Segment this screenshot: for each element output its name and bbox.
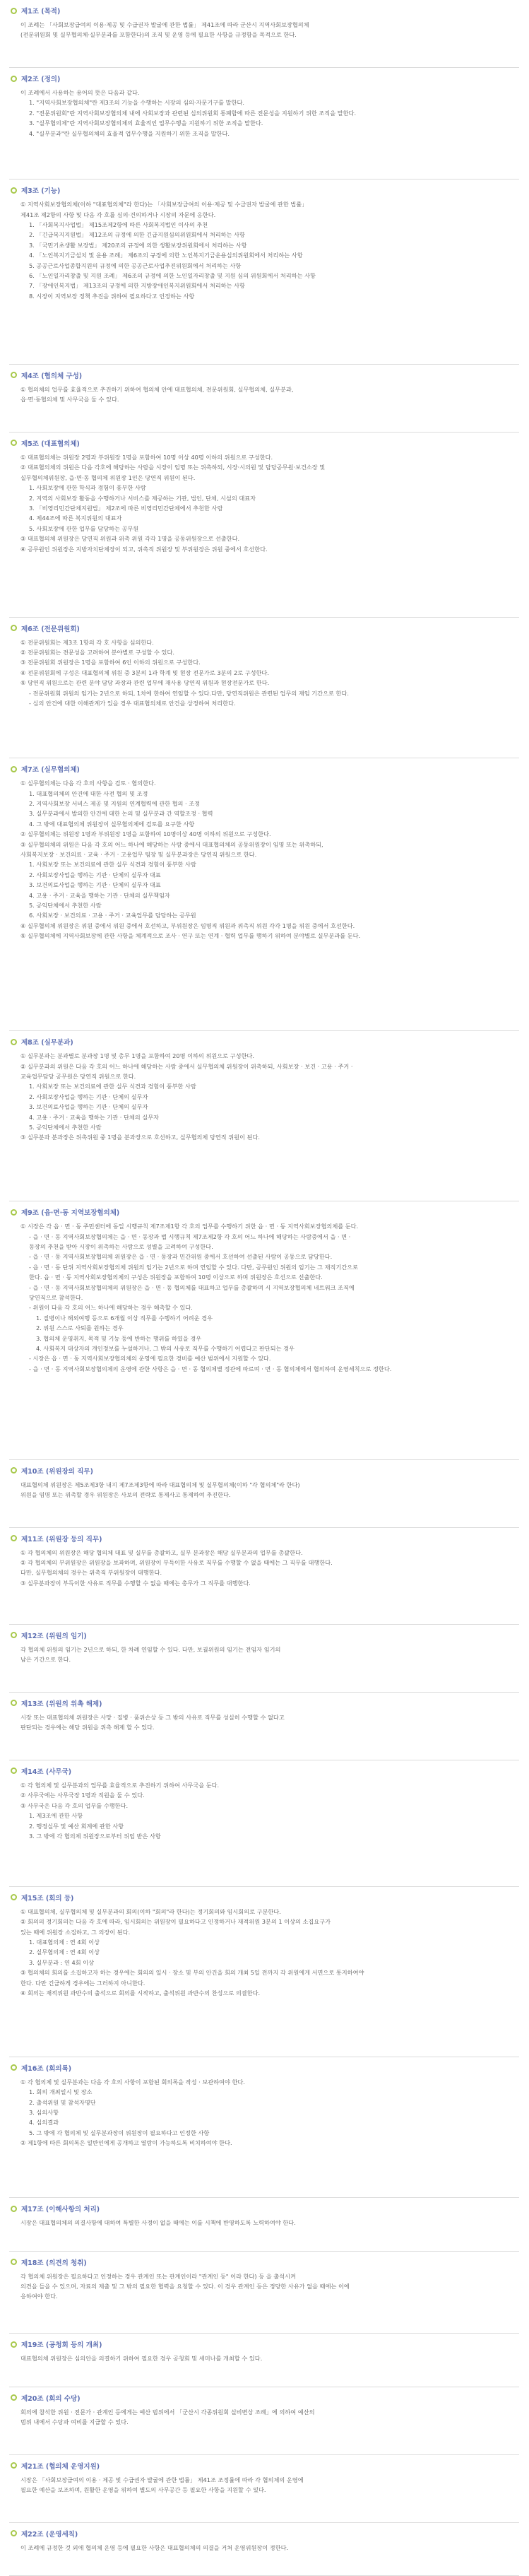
circle-bullet-icon — [11, 2064, 17, 2071]
article-heading — [11, 623, 518, 633]
article-line: 3. 실무분과 : 연 4회 이상 — [29, 1958, 95, 1966]
article-heading — [11, 1893, 518, 1902]
article-section — [9, 1887, 519, 2057]
article-body — [11, 2077, 518, 2148]
article-title: 제5조 (대표협의체) — [21, 440, 80, 448]
circle-bullet-icon — [11, 2462, 17, 2469]
article-line: 이 조례는 「사회보장급여의 이용·제공 및 수급권자 발굴에 관한 법률」 제41조에 따라 군산시 지역사회보장협의체 — [20, 21, 309, 28]
article-line: ① 실무협의체는 다음 각 호의 사항을 검토 · 협의한다. — [20, 780, 156, 787]
article-title: 제17조 (이해사항의 처리) — [21, 2206, 100, 2214]
article-section — [9, 1031, 519, 1201]
article-section — [9, 2057, 519, 2199]
article-line: ④ 회의는 재적위원 과반수의 출석으로 회의를 시작하고, 출석위원 과반수의 찬성으로 의결한다. — [20, 1989, 261, 1997]
article-title: 제15조 (회의 등) — [21, 1894, 74, 1902]
article-body — [11, 1221, 518, 1374]
article-line: 3. "실무협의체"란 지역사회보장협의체의 효율적인 업무수행을 지원하기 위한 조직을 말한다. — [29, 119, 263, 127]
article-section — [9, 0, 519, 68]
circle-bullet-icon — [11, 2259, 17, 2265]
article-section — [9, 433, 519, 618]
article-line: ④ 공무원인 위원장은 지방자치단체장이 되고, 위촉직 위원장 및 부위원장은 위원 중에서 호선한다. — [20, 545, 268, 553]
article-line: 4. 심의결과 — [29, 2119, 59, 2127]
article-line: ③ 사무국은 다음 각 호의 업무를 수행한다. — [20, 1801, 129, 1809]
article-body — [11, 2407, 518, 2428]
article-line: 읍·면·동협의체 및 사무국을 둘 수 있다. — [20, 396, 119, 404]
article-title: 제3조 (기능) — [21, 187, 61, 196]
article-body — [11, 1051, 518, 1143]
article-line: ③ 대표협의체 위원장은 당연직 위원과 위촉 위원 각각 1명을 공동위원장으로 선출한다. — [20, 535, 240, 543]
article-body — [11, 2353, 518, 2363]
article-heading — [11, 73, 518, 83]
article-line: ③ 전문위원회 위원장은 1명을 포함하여 6인 이하의 위원으로 구성한다. — [20, 659, 201, 666]
article-body — [11, 452, 518, 554]
article-line: - 시장은 읍 · 면 · 동 지역사회보장협의체의 운영에 필요한 경비를 예산 범위에서 지원할 수 있다. — [29, 1355, 271, 1363]
article-line: 3. 보건의료사업을 행하는 기관 · 단체의 실무자 대표 — [29, 881, 161, 889]
circle-bullet-icon — [11, 372, 17, 378]
article-heading — [11, 1698, 518, 1708]
article-line: 3. 「비영리민간단체지원법」 제2조에 따른 비영리민간단체에서 추천한 사람 — [29, 504, 223, 512]
article-line: 시장 또는 대표협의체 위원장은 사망 · 질병 · 품위손상 등 그 밖의 사유로 직무를 성실히 수행할 수 없다고 — [20, 1713, 285, 1721]
article-line: 4. "실무분과"란 실무협의체의 효율적 업무수행을 지원하기 위한 조직을 말한다. — [29, 129, 230, 137]
article-section — [9, 2455, 519, 2523]
article-line: ① 각 협의체 및 실무분과의 업무를 효율적으로 추진하기 위하여 사무국을 둔다. — [20, 1781, 220, 1789]
article-body — [11, 2543, 518, 2553]
article-line: ① 지역사회보장협의체(이하 "대표협의체"라 한다)는 「사회보장급여의 이용·제공 및 수급권자 발굴에 관한 법률」 — [20, 201, 308, 208]
circle-bullet-icon — [11, 76, 17, 82]
article-line: ① 실무분과는 분과별로 분과장 1명 및 총무 1명을 포함하여 20명 이하의 위원으로 구성한다. — [20, 1052, 254, 1060]
article-title: 제20조 (회의 수당) — [21, 2394, 81, 2403]
article-line: 각 협의체 위원의 임기는 2년으로 하되, 한 차례 연임할 수 있다. 다만, 보궐위원의 임기는 전임자 임기의 — [20, 1645, 281, 1653]
article-section — [9, 1460, 519, 1528]
circle-bullet-icon — [11, 1209, 17, 1216]
article-section — [9, 758, 519, 1031]
article-title: 제4조 (협의체 구성) — [21, 372, 83, 380]
article-heading — [11, 185, 518, 195]
article-line: 4. 고용 · 주거 · 교육을 행하는 기관 · 단체의 실무책임자 — [29, 891, 170, 899]
article-heading — [11, 1207, 518, 1217]
article-line: 5. 공익단체에서 추천한 사람 — [29, 902, 102, 910]
article-title: 제22조 (운영세칙) — [21, 2530, 78, 2539]
article-line: ④ 실무협의체 위원장은 위원 중에서 위원 중에서 호선하고, 부위원장은 임명직 위원과 위촉직 위원 각각 1명을 위원 중에서 호선한다. — [20, 922, 355, 929]
article-title: 제12조 (위원의 임기) — [21, 1632, 87, 1640]
article-line: 대표협의체 위원장은 심의안을 의결하기 위하여 필요한 경우 공청회 및 세미나를 개최할 수 있다. — [20, 2355, 263, 2363]
articles-list — [9, 0, 519, 2576]
article-line: (전문위원회 및 실무협의체·실무분과를 포함한다)의 조직 및 운영 등에 필요한 사항을 규정함을 목적으로 한다. — [20, 31, 297, 39]
article-line: ① 각 협의체 및 실무분과는 다음 각 호의 사항이 포함된 회의록을 작성 · 보관하여야 한다. — [20, 2078, 245, 2086]
circle-bullet-icon — [11, 2530, 17, 2536]
article-heading — [11, 370, 518, 380]
article-heading — [11, 1534, 518, 1543]
article-section — [9, 365, 519, 433]
article-line: ③ 실무협의체의 위원은 다음 각 호의 어느 하나에 해당하는 사람 중에서 대표협의체의 공동위원장이 임명 또는 위촉하되, — [20, 840, 323, 848]
article-line: 6. 사회보장 · 보건의료 · 고용 · 주거 · 교육업무를 담당하는 공무원 — [29, 912, 196, 919]
article-body — [11, 2475, 518, 2495]
article-body — [11, 2218, 518, 2228]
circle-bullet-icon — [11, 1894, 17, 1900]
article-line: 5. 공공근로사업종합지원의 규정에 의한 공공근로사업추진위원회에서 처리하는 사항 — [29, 261, 242, 269]
article-line: 3. 보건의료사업을 행하는 기관 · 단체의 실무자 — [29, 1103, 148, 1111]
circle-bullet-icon — [11, 1467, 17, 1474]
article-line: 실무협의체위원장, 읍·면·동 협의체 위원장 1인은 당연직 위원이 된다. — [20, 474, 196, 481]
circle-bullet-icon — [11, 2206, 17, 2212]
article-line: ③ 실무분과장이 부득이한 사유로 직무를 수행할 수 없을 때에는 총무가 그 직무를 대행한다. — [20, 1579, 251, 1587]
circle-bullet-icon — [11, 766, 17, 772]
article-line: 4. 그 밖에 대표협의체 위원장이 실무협의체에 검토를 요구한 사항 — [29, 820, 195, 828]
article-section — [9, 180, 519, 365]
article-heading — [11, 2393, 518, 2403]
article-body — [11, 1712, 518, 1733]
article-heading — [11, 2529, 518, 2539]
article-line: 한다. 다만 긴급하게 경우에는 그러하지 아니한다. — [20, 1979, 145, 1987]
article-line: ① 시장은 각 읍 · 면 · 동 주민센터에 동일 시행규칙 제7조제1항 각 호의 업무를 수행하기 위한 읍 · 면 · 동 지역사회보장협의체를 둔다. — [20, 1223, 359, 1230]
article-line: 범위 내에서 수당과 여비를 지급할 수 있다. — [20, 2418, 129, 2426]
article-line: - 읍 · 면 · 동 지역사회보장협의체의 운영에 관한 사항은 읍 · 면 · 동 협의체별 정관에 따르며 · 면 · 동 협의체에서 협의하여 운영세칙으로 정한다. — [29, 1365, 392, 1372]
article-line: 교육업무담당 공무원은 당연직 위원으로 한다. — [20, 1073, 136, 1080]
article-line: 3. 협의체 운영취지, 목적 및 기능 등에 반하는 행위를 하였을 경우 — [36, 1334, 202, 1342]
article-line: 2. "전문위원회"란 지역사회보장협의체 내에 사회보장과 관련된 심의위원회 통폐합에 따른 전문성을 지원하기 위한 조직을 말한다. — [29, 109, 357, 117]
article-line: 1. 대표협의체의 안건에 대한 사전 협의 및 조정 — [29, 789, 148, 797]
article-heading — [11, 764, 518, 774]
article-line: 2. 사회보장사업을 행하는 기관 · 단체의 실무자 대표 — [29, 871, 161, 878]
article-heading — [11, 6, 518, 16]
article-heading — [11, 1466, 518, 1476]
circle-bullet-icon — [11, 1768, 17, 1774]
article-line: 1. 사회보장 또는 보건의료에 관한 실무 식견과 경험이 풍부한 사람 — [29, 1083, 196, 1090]
article-line: 제41조 제2항의 사항 및 다음 각 호를 심의·건의하거나 시장의 자문에 응한다. — [20, 211, 216, 218]
article-section — [9, 2523, 519, 2576]
article-section — [9, 68, 519, 180]
article-line: 7. 「장애인복지법」 제13조의 규정에 의한 지방장애인복지위원회에서 처리하는 사항 — [29, 282, 245, 290]
article-line: 남은 기간으로 한다. — [20, 1656, 71, 1664]
article-body — [11, 88, 518, 139]
article-line: 의견을 들을 수 있으며, 자료의 제출 및 그 밖의 필요한 협력을 요청할 수 있다. 이 경우 관계인 등은 정당한 사유가 없을 때에는 이에 — [20, 2283, 350, 2290]
article-line: 응하여야 한다. — [20, 2293, 58, 2300]
article-body — [11, 637, 518, 709]
article-line: 5. 공익단체에서 추천한 사람 — [29, 1124, 102, 1131]
circle-bullet-icon — [11, 1535, 17, 1541]
article-title: 제6조 (전문위원회) — [21, 625, 80, 633]
article-line: - 읍 · 면 · 동 단위 지역사회보장협의체 위원의 임기는 2년으로 하며 연임할 수 있다. 다만, 공무원인 위원의 임기는 그 재직기간으로 — [29, 1263, 359, 1271]
article-body — [11, 778, 518, 941]
article-line: ① 각 협의체의 위원장은 해당 협의체 대표 및 실무를 총괄하고, 실무 분과장은 해당 실무분과의 업무를 총괄한다. — [20, 1548, 303, 1556]
article-body — [11, 1645, 518, 1665]
article-line: 판단되는 경우에는 해당 위원을 위촉 해제 할 수 있다. — [20, 1724, 155, 1731]
article-line: - 심의 안건에 대한 이해관계가 있을 경우 대표협의체로 안건을 상정하여 처리한다. — [29, 700, 236, 707]
article-body — [11, 199, 518, 301]
article-line: ② 회의의 정기회의는 다음 각 호에 따라, 임시회의는 위원장이 필요하다고 인정하거나 재적위원 3분의 1 이상의 소집요구가 — [20, 1918, 331, 1926]
article-heading — [11, 1630, 518, 1640]
article-title: 제2조 (정의) — [21, 76, 61, 83]
article-line: ② 전문위원회는 전문성을 고려하여 분야별로 구성할 수 있다. — [20, 649, 174, 656]
article-line: 3. 심의사항 — [29, 2109, 59, 2117]
article-line: 3. 그 밖에 각 협의체 위원장으로부터 위임 받은 사항 — [29, 1832, 161, 1840]
article-line: 회의에 참석한 위원 · 전문가 · 관계인 등에게는 예산 범위에서 「군산시 각종위원회 실비변상 조례」에 의하여 예산의 — [20, 2408, 315, 2416]
article-line: 3. 「국민기초생활 보장법」 제20조의 규정에 의한 생활보장위원회에서 처리하는 사항 — [29, 241, 247, 249]
article-line: ② 실무분과의 위원은 다음 각 호의 어느 하나에 해당하는 사람 중에서 실무협의체 위원장이 위촉하되, 사회보장 · 보건 · 고용 · 주거 · — [20, 1062, 353, 1070]
article-heading — [11, 438, 518, 448]
article-line: 5. 그 밖에 각 협의체 및 실무분과장이 위원장이 필요하다고 인정한 사항 — [29, 2129, 210, 2136]
article-line: 1. 대표협의체 : 연 4회 이상 — [29, 1939, 100, 1946]
article-line: 4. 「노인복지기금설치 및 운용 조례」 제6조의 규정에 의한 노인복지기금운용심의위원회에서 처리하는 사항 — [29, 252, 303, 259]
article-title: 제21조 (협의체 운영지원) — [21, 2462, 100, 2471]
article-line: 시장은 대표협의체의 의결사항에 대하여 특별한 사정이 없을 때에는 이를 시책에 반영하도록 노력하여야 한다. — [20, 2219, 296, 2227]
article-heading — [11, 2204, 518, 2213]
article-line: 한다. 읍 · 면 · 동 지역사회보장협의체의 구성은 위원장을 포함하여 10명 이상으로 하며 위원장은 호선으로 선출한다. — [29, 1274, 323, 1281]
article-line: ⑤ 당연직 위원으로는 관련 분야 담당 과장과 관련 업무에 재사용 당연직 위원과 현장전문가로 한다. — [20, 679, 270, 687]
article-line: 2. 출석위원 및 참석자명단 — [29, 2098, 96, 2106]
article-line: ② 각 협의체의 부위원장은 위원장을 보좌하며, 위원장이 부득이한 사유로 직무를 수행할 수 없을 때에는 그 직무를 대행한다. — [20, 1558, 333, 1566]
article-line: 동장의 추천을 받아 시장이 위촉하는 사람으로 성별을 고려하여 구성한다. — [29, 1243, 213, 1251]
article-line: 4. 제44조에 따른 복지위원의 대표자 — [29, 514, 122, 522]
article-title: 제10조 (위원장의 직무) — [21, 1467, 93, 1476]
article-line: 1. "지역사회보장협의체"란 제3조의 기능을 수행하는 시장의 심의·자문기구를 말한다. — [29, 99, 244, 107]
article-section — [9, 1528, 519, 1625]
circle-bullet-icon — [11, 1039, 17, 1045]
article-line: 1. 사회보장에 관한 학식과 경험이 풍부한 사람 — [29, 484, 146, 492]
article-title: 제13조 (위원의 위촉 해제) — [21, 1700, 102, 1708]
article-line: 당연직으로 참석한다. — [29, 1294, 83, 1302]
article-line: 1. 사회보장 또는 보건의료에 관한 실무 식견과 경험이 풍부한 사람 — [29, 861, 196, 869]
article-line: 2. 위원 스스로 사퇴를 원하는 경우 — [36, 1324, 124, 1332]
circle-bullet-icon — [11, 1700, 17, 1706]
article-section — [9, 618, 519, 759]
article-line: - 전문위원회 위원의 임기는 2년으로 하되, 1차에 한하여 연임할 수 있다.다만, 당연직위원은 관련된 업무의 재임 기간으로 한다. — [29, 689, 349, 697]
circle-bullet-icon — [11, 625, 17, 631]
article-line: 사회복지보장 · 보건의료 · 교육 · 주거 · 고용업무 팀장 및 실무분과장은 당연직 위원으로 한다. — [20, 851, 257, 859]
article-line: 5. 사회보장에 관한 업무를 담당하는 공무원 — [29, 524, 139, 532]
article-line: - 읍 · 면 · 동 지역사회보장협의체 위원장은 읍 · 면 · 동장과 민간위원 중에서 호선하여 선출된 사람이 공동으로 담당한다. — [29, 1253, 333, 1261]
article-line: 2. 실무협의체 : 연 4회 이상 — [29, 1948, 100, 1956]
article-title: 제14조 (사무국) — [21, 1768, 72, 1776]
article-body — [11, 1480, 518, 1500]
article-line: ② 대표협의체의 위원은 다음 각호에 해당하는 사람을 시장이 임명 또는 위촉하되, 시장·시의원 및 담당공무원·보건소장 및 — [20, 464, 326, 471]
article-line: 다만, 실무협의체의 경우는 위촉직 부위원장이 대행한다. — [20, 1569, 162, 1577]
article-line: 3. 실무분과에서 발의한 안건에 대한 논의 및 실무분과 간 역할조정 · 협력 — [29, 810, 213, 818]
article-line: 6. 「노인일자리창출 및 지원 조례」 제6조의 규정에 의한 노인일자리창출 및 지원 심의 위원회에서 처리하는 사항 — [29, 272, 316, 279]
article-line: ⑤ 실무협의체에 지역사회보장에 관한 사항을 체계적으로 조사 · 연구 또는 연계 · 협력 업무를 행하기 위하여 분야별로 실무분과를 둔다. — [20, 932, 361, 940]
article-heading — [11, 2063, 518, 2073]
article-line: 4. 사회복지 대상자의 개인정보를 누설하거나, 그 밖의 사유로 직무를 수행하기 어렵다고 판단되는 경우 — [36, 1345, 295, 1353]
article-line: - 읍 · 면 · 동 지역사회보장협의체의 위원장은 읍 · 면 · 동 협의체를 대표하고 업무를 총괄하며 시 지역보장협의체 네트워크 조직에 — [29, 1283, 355, 1291]
article-section — [9, 1760, 519, 1887]
article-line: ④ 전문위원회에 구성은 대표협의체 위원 중 3분의 1과 학계 및 현장 전문가로 3분의 2로 구성한다. — [20, 669, 269, 676]
article-section — [9, 1625, 519, 1693]
article-line: 시장은 「사회보장급여의 이용 · 제공 및 수급권자 발굴에 관한 법률」 제41조 조정률에 따라 각 협의체의 운영에 — [20, 2476, 304, 2483]
article-body — [11, 384, 518, 405]
circle-bullet-icon — [11, 1632, 17, 1638]
article-title: 제9조 (읍·면·동 지역보장협의체) — [21, 1209, 120, 1218]
article-line: 2. 지역사회보장 서비스 제공 및 지원의 연계협력에 관한 협의 · 조정 — [29, 799, 201, 807]
article-line: 1. 「사회복지사업법」 제15조제2항에 따른 사회복지법인 이사의 추천 — [29, 220, 208, 228]
article-line: 이 조례에 규정한 것 외에 협의체 운영 등에 필요한 사항은 대표협의체의 의결을 거쳐 운영위원장이 정한다. — [20, 2543, 289, 2551]
article-line: 각 협의체 위원장은 필요하다고 인정하는 경우 관계인 또는 관계인이라 "관계인 등" 이라 한다) 등 을 출석시켜 — [20, 2272, 296, 2280]
article-line: 2. 「긴급복지지원법」 제12조의 규정에 의한 긴급지원심의위원회에서 처리하는 사항 — [29, 231, 245, 239]
article-title: 제11조 (위원장 등의 직무) — [21, 1535, 102, 1543]
circle-bullet-icon — [11, 187, 17, 194]
article-line: 1. 제3조에 관한 사항 — [29, 1812, 83, 1820]
article-section — [9, 2198, 519, 2251]
circle-bullet-icon — [11, 8, 17, 14]
article-line: ② 제1항에 따른 회의록은 일반인에게 공개하고 열람이 가능하도록 비치하여야 한다. — [20, 2139, 232, 2147]
article-line: 필요한 예산을 보조하며, 원활한 운영을 위하여 별도의 사무공간 등 필요한 사항을 지원할 수 있다. — [20, 2486, 266, 2494]
article-title: 제19조 (공청회 등의 개최) — [21, 2341, 102, 2350]
article-line: - 위원이 다음 각 호의 어느 하나에 해당하는 경우 해촉할 수 있다. — [29, 1304, 193, 1312]
article-section — [9, 1201, 519, 1459]
article-line: 이 조례에서 사용하는 용어의 뜻은 다음과 같다. — [20, 89, 140, 96]
article-line: ① 협의체의 업무를 효율적으로 추진하기 위하여 협의체 안에 대표협의체, 전문위원회, 실무협의체, 실무분과, — [20, 385, 294, 393]
article-title: 제1조 (목적) — [21, 8, 61, 16]
circle-bullet-icon — [11, 2341, 17, 2348]
article-line: 위원을 임명 또는 위촉할 경우 위원장은 사보의 전략로 통제사고 통제하여 추진한다. — [20, 1490, 231, 1498]
article-line: 8. 시장이 지역보장 정책 추진을 위하여 필요하다고 인정하는 사항 — [29, 292, 195, 300]
article-line: 4. 고용 · 주거 · 교육을 행하는 기관 · 단체의 실무자 — [29, 1113, 160, 1121]
article-section — [9, 2334, 519, 2387]
article-line: 1. 회의 개최일시 및 장소 — [29, 2088, 93, 2096]
article-line: ① 전문위원회는 제3조 1항의 각 호 사항을 심의한다. — [20, 638, 154, 646]
article-body — [11, 1548, 518, 1589]
article-line: 2. 사회보장사업을 행하는 기관 · 단체의 실무자 — [29, 1093, 148, 1100]
article-title: 제16조 (회의록) — [21, 2064, 72, 2073]
article-title: 제18조 (의견의 청취) — [21, 2259, 87, 2267]
article-body — [11, 1907, 518, 1999]
article-line: ③ 협의체의 회의를 소집하고자 하는 경우에는 회의의 일시 · 장소 및 부의 안건을 회의 개최 5일 전까지 각 위원에게 서면으로 통지하여야 — [20, 1969, 364, 1977]
article-section — [9, 1693, 519, 1760]
article-title: 제7조 (실무협의체) — [21, 766, 80, 775]
article-heading — [11, 2461, 518, 2471]
article-line: ② 실무협의체는 위원장 1명과 부위원장 1명을 포함하여 10명이상 40명 이하의 위원으로 구성한다. — [20, 830, 271, 838]
article-line: 대표협의체 위원장은 제5조제3항 내지 제7조제3항에 따라 대표협의체 및 실무협의체(이하 "각 협의체"라 한다) — [20, 1481, 300, 1488]
article-line: 2. 행정실무 및 예산 회계에 관한 사항 — [29, 1822, 124, 1830]
article-line: ② 사무국에는 사무국장 1명과 직원을 둘 수 있다. — [20, 1792, 145, 1799]
article-body — [11, 20, 518, 40]
article-body — [11, 2271, 518, 2302]
circle-bullet-icon — [11, 440, 17, 446]
article-heading — [11, 2339, 518, 2349]
article-line: ③ 실무분과 분과장은 위촉위원 중 1명을 분과장으로 호선하고, 실무협의체 당연직 위원이 된다. — [20, 1134, 261, 1141]
article-line: - 읍 · 면 · 동 지역사회보장협의체는 읍 · 면 · 동장과 법 시행규칙 제7조제2항 각 호의 어느 하나에 해당하는 사람중에서 읍 · 면 · — [29, 1233, 351, 1240]
article-body — [11, 1780, 518, 1841]
article-heading — [11, 1766, 518, 1776]
article-heading — [11, 2257, 518, 2267]
article-line: ① 대표협의체는 위원장 2명과 부위원장 1명을 포함하여 10명 이상 40명 이하의 위원으로 구성한다. — [20, 453, 273, 461]
article-line: ① 대표협의체, 실무협의체 및 실무분과의 회의(이하 "회의"라 한다)는 정기회의와 임시회의로 구분한다. — [20, 1907, 281, 1915]
article-heading — [11, 1037, 518, 1047]
article-line: 있는 때에 위원장 소집하고, 그 의장이 된다. — [20, 1928, 131, 1936]
article-title: 제8조 (실무분과) — [21, 1039, 73, 1047]
circle-bullet-icon — [11, 2394, 17, 2401]
article-line: 1. 질병이나 해외여행 등으로 6개월 이상 직무를 수행하기 어려운 경우 — [36, 1314, 213, 1322]
article-section — [9, 2252, 519, 2334]
article-section — [9, 2387, 519, 2455]
article-line: 2. 지역의 사회보장 활동을 수행하거나 서비스를 제공하는 기관, 법인, 단체, 시설의 대표자 — [29, 494, 256, 502]
